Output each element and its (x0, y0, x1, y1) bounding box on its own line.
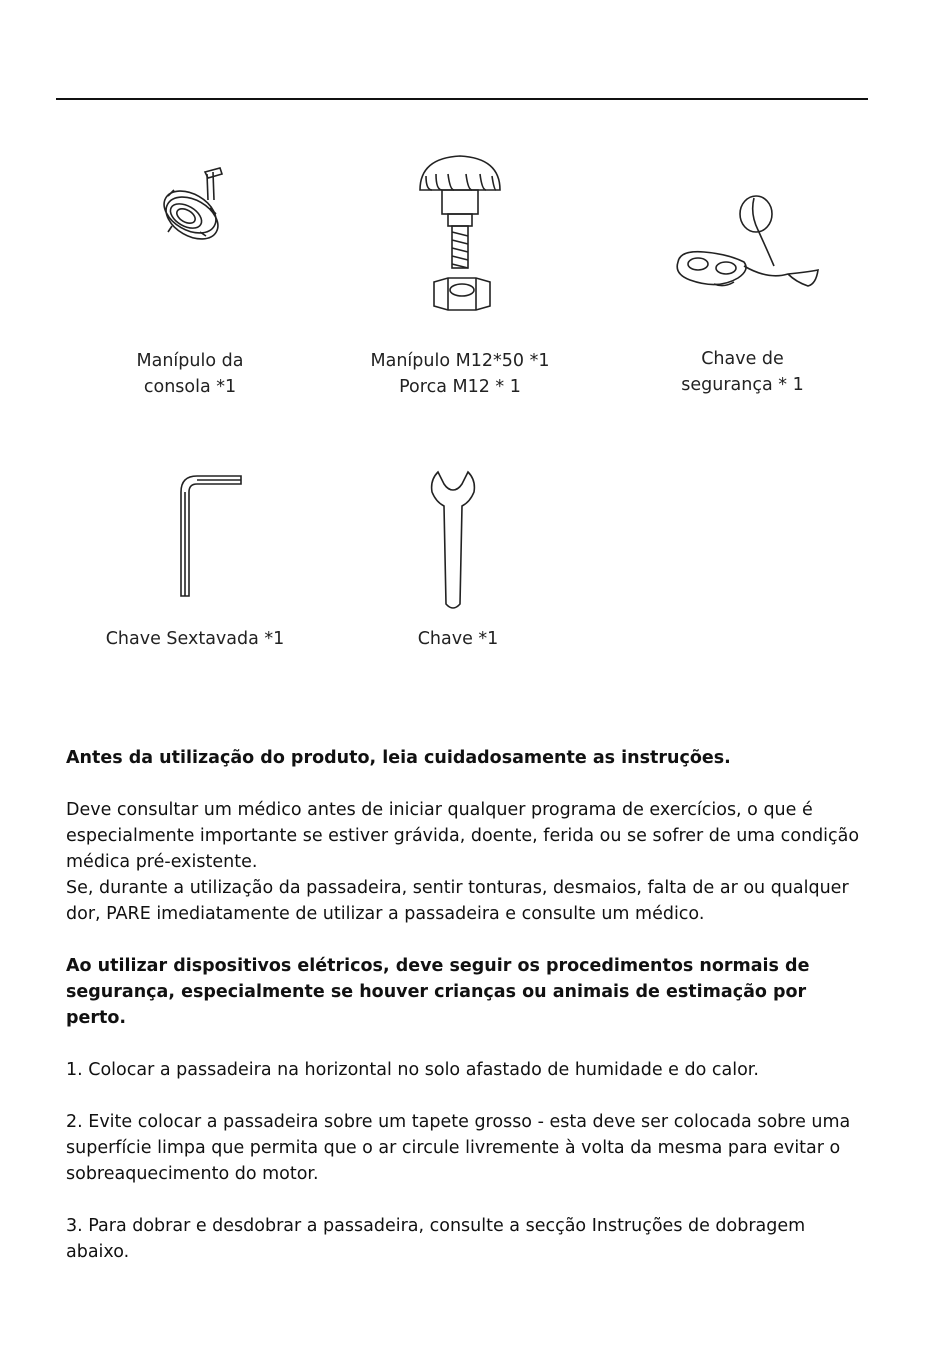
spacer (66, 1187, 866, 1213)
spacer (66, 771, 866, 797)
spacer (66, 927, 866, 953)
instructions (66, 745, 866, 1265)
knob-nut-caption: Manípulo M12*50 *1 Porca M12 * 1 (370, 351, 550, 397)
hex-key-illustration (175, 470, 245, 600)
wrench-illustration (428, 468, 478, 613)
instructions-heading-2: Ao utilizar dispositivos elétricos, deve seguir os procedimentos normais de segurança, especialmente se houver crianças ou animais de estimação por perto. (66, 956, 810, 1028)
hex-key-caption: Chave Sextavada *1 (105, 629, 285, 649)
instructions-heading-1: Antes da utilização do produto, leia cuidadosamente as instruções. (66, 748, 731, 768)
instructions-item-3: 3. Para dobrar e desdobrar a passadeira, consulte a secção Instruções de dobragem abaixo. (66, 1216, 806, 1262)
knob-nut-illustration (412, 150, 512, 325)
instructions-paragraph-1: Deve consultar um médico antes de iniciar qualquer programa de exercícios, o que é especialmente importante se estiver grávida, doente, ferida ou se sofrer de uma condição médica pré-existente. (66, 800, 860, 872)
instructions-paragraph-2: Se, durante a utilização da passadeira, sentir tonturas, desmaios, falta de ar ou qualquer dor, PARE imediatamente de utilizar a passadeira e consulte um médico. (66, 878, 849, 924)
safety-key-caption: Chave de segurança * 1 (681, 349, 804, 395)
safety-key-illustration (668, 192, 828, 297)
instructions-item-1: 1. Colocar a passadeira na horizontal no solo afastado de humidade e do calor. (66, 1060, 759, 1080)
top-divider (56, 98, 868, 100)
spacer (66, 1031, 866, 1057)
console-knob-illustration (150, 160, 240, 250)
wrench-caption: Chave *1 (417, 629, 499, 649)
spacer (66, 1083, 866, 1109)
console-knob-caption: Manípulo da consola *1 (136, 351, 244, 397)
instructions-item-2: 2. Evite colocar a passadeira sobre um tapete grosso - esta deve ser colocada sobre uma superfície limpa que permita que o ar circule livremente à volta da mesma para evitar o sobreaquecimento do motor. (66, 1112, 851, 1184)
